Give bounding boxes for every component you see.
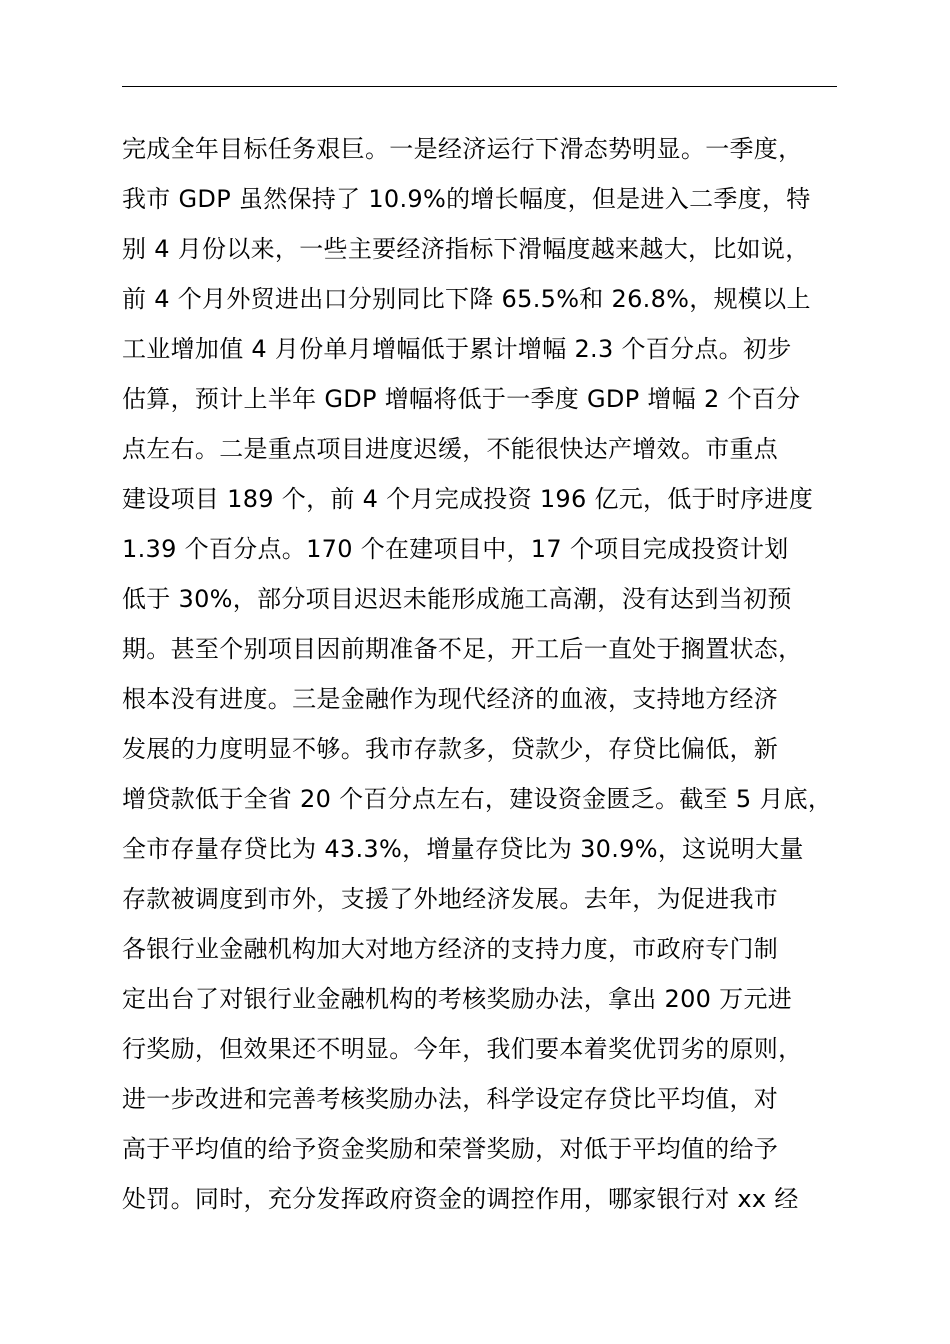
text-line: 1.39 个百分点。170 个在建项目中，17 个项目完成投资计划 [122, 535, 789, 563]
text-line: 增贷款低于全省 20 个百分点左右，建设资金匮乏。截至 5 月底， [122, 785, 833, 813]
text-line: 处罚。同时，充分发挥政府资金的调控作用，哪家银行对 xx 经 [122, 1185, 799, 1213]
text-line: 前 4 个月外贸进出口分别同比下降 65.5%和 26.8%，规模以上 [122, 285, 811, 313]
text-line: 期。甚至个别项目因前期准备不足，开工后一直处于搁置状态， [122, 635, 803, 663]
text-line: 高于平均值的给予资金奖励和荣誉奖励，对低于平均值的给予 [122, 1135, 779, 1163]
text-line: 发展的力度明显不够。我市存款多，贷款少，存贷比偏低，新 [122, 735, 779, 763]
text-line: 进一步改进和完善考核奖励办法，科学设定存贷比平均值，对 [122, 1085, 779, 1113]
text-line: 行奖励，但效果还不明显。今年，我们要本着奖优罚劣的原则， [122, 1035, 803, 1063]
text-line: 定出台了对银行业金融机构的考核奖励办法，拿出 200 万元进 [122, 985, 793, 1013]
text-line: 完成全年目标任务艰巨。一是经济运行下滑态势明显。一季度， [122, 135, 803, 163]
text-line: 别 4 月份以来，一些主要经济指标下滑幅度越来越大，比如说， [122, 235, 810, 263]
text-line: 估算，预计上半年 GDP 增幅将低于一季度 GDP 增幅 2 个百分 [122, 385, 801, 413]
text-line: 工业增加值 4 月份单月增幅低于累计增幅 2.3 个百分点。初步 [122, 335, 792, 363]
text-line: 建设项目 189 个，前 4 个月完成投资 196 亿元，低于时序进度 [122, 485, 814, 513]
text-line: 各银行业金融机构加大对地方经济的支持力度，市政府专门制 [122, 935, 779, 963]
text-line: 存款被调度到市外，支援了外地经济发展。去年，为促进我市 [122, 885, 779, 913]
text-line: 低于 30%，部分项目迟迟未能形成施工高潮，没有达到当初预 [122, 585, 792, 613]
text-line: 全市存量存贷比为 43.3%，增量存贷比为 30.9%，这说明大量 [122, 835, 804, 863]
text-line: 根本没有进度。三是金融作为现代经济的血液，支持地方经济 [122, 685, 779, 713]
text-line: 点左右。二是重点项目进度迟缓，不能很快达产增效。市重点 [122, 435, 779, 463]
text-line: 我市 GDP 虽然保持了 10.9%的增长幅度，但是进入二季度，特 [122, 185, 811, 213]
header-rule [122, 86, 837, 87]
document-body [122, 124, 882, 1224]
